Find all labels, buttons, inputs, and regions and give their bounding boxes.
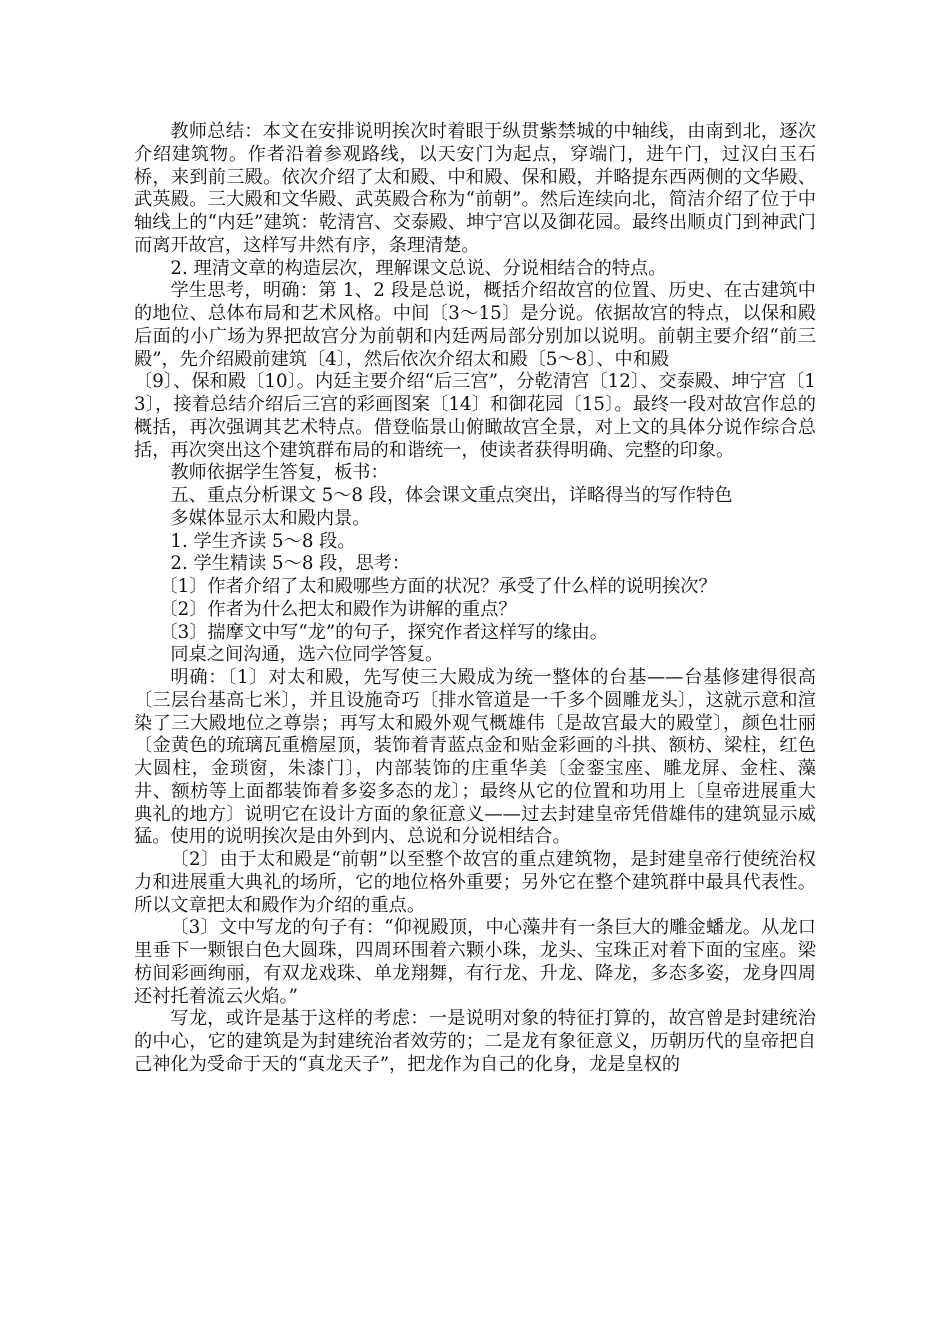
list-item-1: 1. 学生齐读 5～8 段。 [170, 530, 356, 552]
answer-3: 〔3〕文中写龙的句子有：“仰视殿顶，中心藻井有一条巨大的雕金蟠龙。从龙口里垂下一颗银白色大圆珠，四周环围着六颗小珠，龙头、宝珠正对着下面的宝座。梁枋间彩画绚丽，有双龙戏珠、单龙翔舞，有行龙、升龙、降龙，多态多姿，龙身四周还衬托着流云火焰。” [134, 917, 816, 1007]
paragraph-student-thinking-continued: 〔9〕、保和殿〔10〕。内廷主要介绍“后三宫”，分乾清宫〔12〕、交泰殿、坤宁宫〔13〕，接着总结介绍后三宫的彩画图案〔14〕和御花园〔15〕。最终一段对故宫作总的概括，再次强调其艺术特点。借登临景山俯瞰故宫全景，对上文的具体分说作综合总括，再次突出这个建筑群布局的和谐统一，使读者获得明确、完整的印象。 [134, 371, 816, 461]
question-3: 〔3〕揣摩文中写“龙”的句子，探究作者这样写的缘由。 [159, 621, 608, 643]
paragraph-multimedia: 多媒体显示太和殿内景。 [170, 507, 371, 529]
document-body [134, 121, 816, 1077]
question-1: 〔1〕作者介绍了太和殿哪些方面的状况？承受了什么样的说明挨次？ [159, 576, 717, 597]
paragraph-item-2: 2. 理清文章的构造层次，理解课文总说、分说相结合的特点。 [170, 257, 667, 279]
paragraph-teacher-summary: 教师总结：本文在安排说明挨次时着眼于纵贯紫禁城的中轴线，由南到北，逐次介绍建筑物。作者沿着参观路线，以天安门为起点，穿端门，进午门，过汉白玉石桥，来到前三殿。依次介绍了太和殿、中和殿、保和殿，并略提东西两侧的文华殿、武英殿。三大殿和文华殿、武英殿合称为“前朝”。然后连续向北，简洁介绍了位于中轴线上的“内廷”建筑：乾清宫、交泰殿、坤宁宫以及御花园。最终出顺贞门到神武门而离开故宫，这样写井然有序，条理清楚。 [134, 121, 816, 256]
paragraph-dragon-reason: 写龙，或许是基于这样的考虑：一是说明对象的特征打算的，故宫曾是封建统治的中心，它的建筑是为封建统治者效劳的；二是龙有象征意义，历朝历代的皇帝把自己神化为受命于天的“真龙天子”，把龙作为自己的化身，龙是皇权的 [134, 1008, 816, 1075]
paragraph-discussion: 同桌之间沟通，选六位同学答复。 [170, 644, 444, 666]
paragraph-student-thinking: 学生思考，明确：第 1、2 段是总说，概括介绍故宫的位置、历史、在古建筑中的地位、总体布局和艺术风格。中间〔3～15〕是分说。依据故宫的特点，以保和殿后面的小广场为界把故宫分为前朝和内廷两局部分别加以说明。前朝主要介绍“前三殿”，先介绍殿前建筑〔4〕，然后依次介绍太和殿〔5～8〕、中和殿 [134, 280, 816, 370]
question-2: 〔2〕作者为什么把太和殿作为讲解的重点？ [159, 598, 517, 620]
answer-1: 明确：〔1〕对太和殿，先写使三大殿成为统一整体的台基——台基修建得很高〔三层台基高七米〕，并且设施奇巧〔排水管道是一千多个圆雕龙头〕，这就示意和渲染了三大殿地位之尊崇；再写太和殿外观气概雄伟〔是故宫最大的殿堂〕，颜色壮丽〔金黄色的琉璃瓦重檐屋顶，装饰着青蓝点金和贴金彩画的斗拱、额枋、梁柱，红色大圆柱，金琐窗，朱漆门〕，内部装饰的庄重华美〔金銮宝座、雕龙屏、金柱、藻井、额枋等上面都装饰着多姿多态的龙〕；最终从它的位置和功用上〔皇帝进展重大典礼的地方〕说明它在设计方面的象征意义——过去封建皇帝凭借雄伟的建筑显示威猛。使用的说明挨次是由外到内、总说和分说相结合。 [134, 667, 816, 848]
paragraph-blackboard: 教师依据学生答复，板书： [170, 462, 389, 484]
section-heading-five: 五、重点分析课文 5～8 段，体会课文重点突出，详略得当的写作特色 [170, 485, 733, 506]
answer-2: 〔2〕由于太和殿是“前朝”以至整个故宫的重点建筑物，是封建皇帝行使统治权力和进展重大典礼的场所，它的地位格外重要；另外它在整个建筑群中最具代表性。所以文章把太和殿作为介绍的重点。 [134, 849, 816, 916]
list-item-2: 2. 学生精读 5～8 段，思考： [170, 553, 411, 575]
